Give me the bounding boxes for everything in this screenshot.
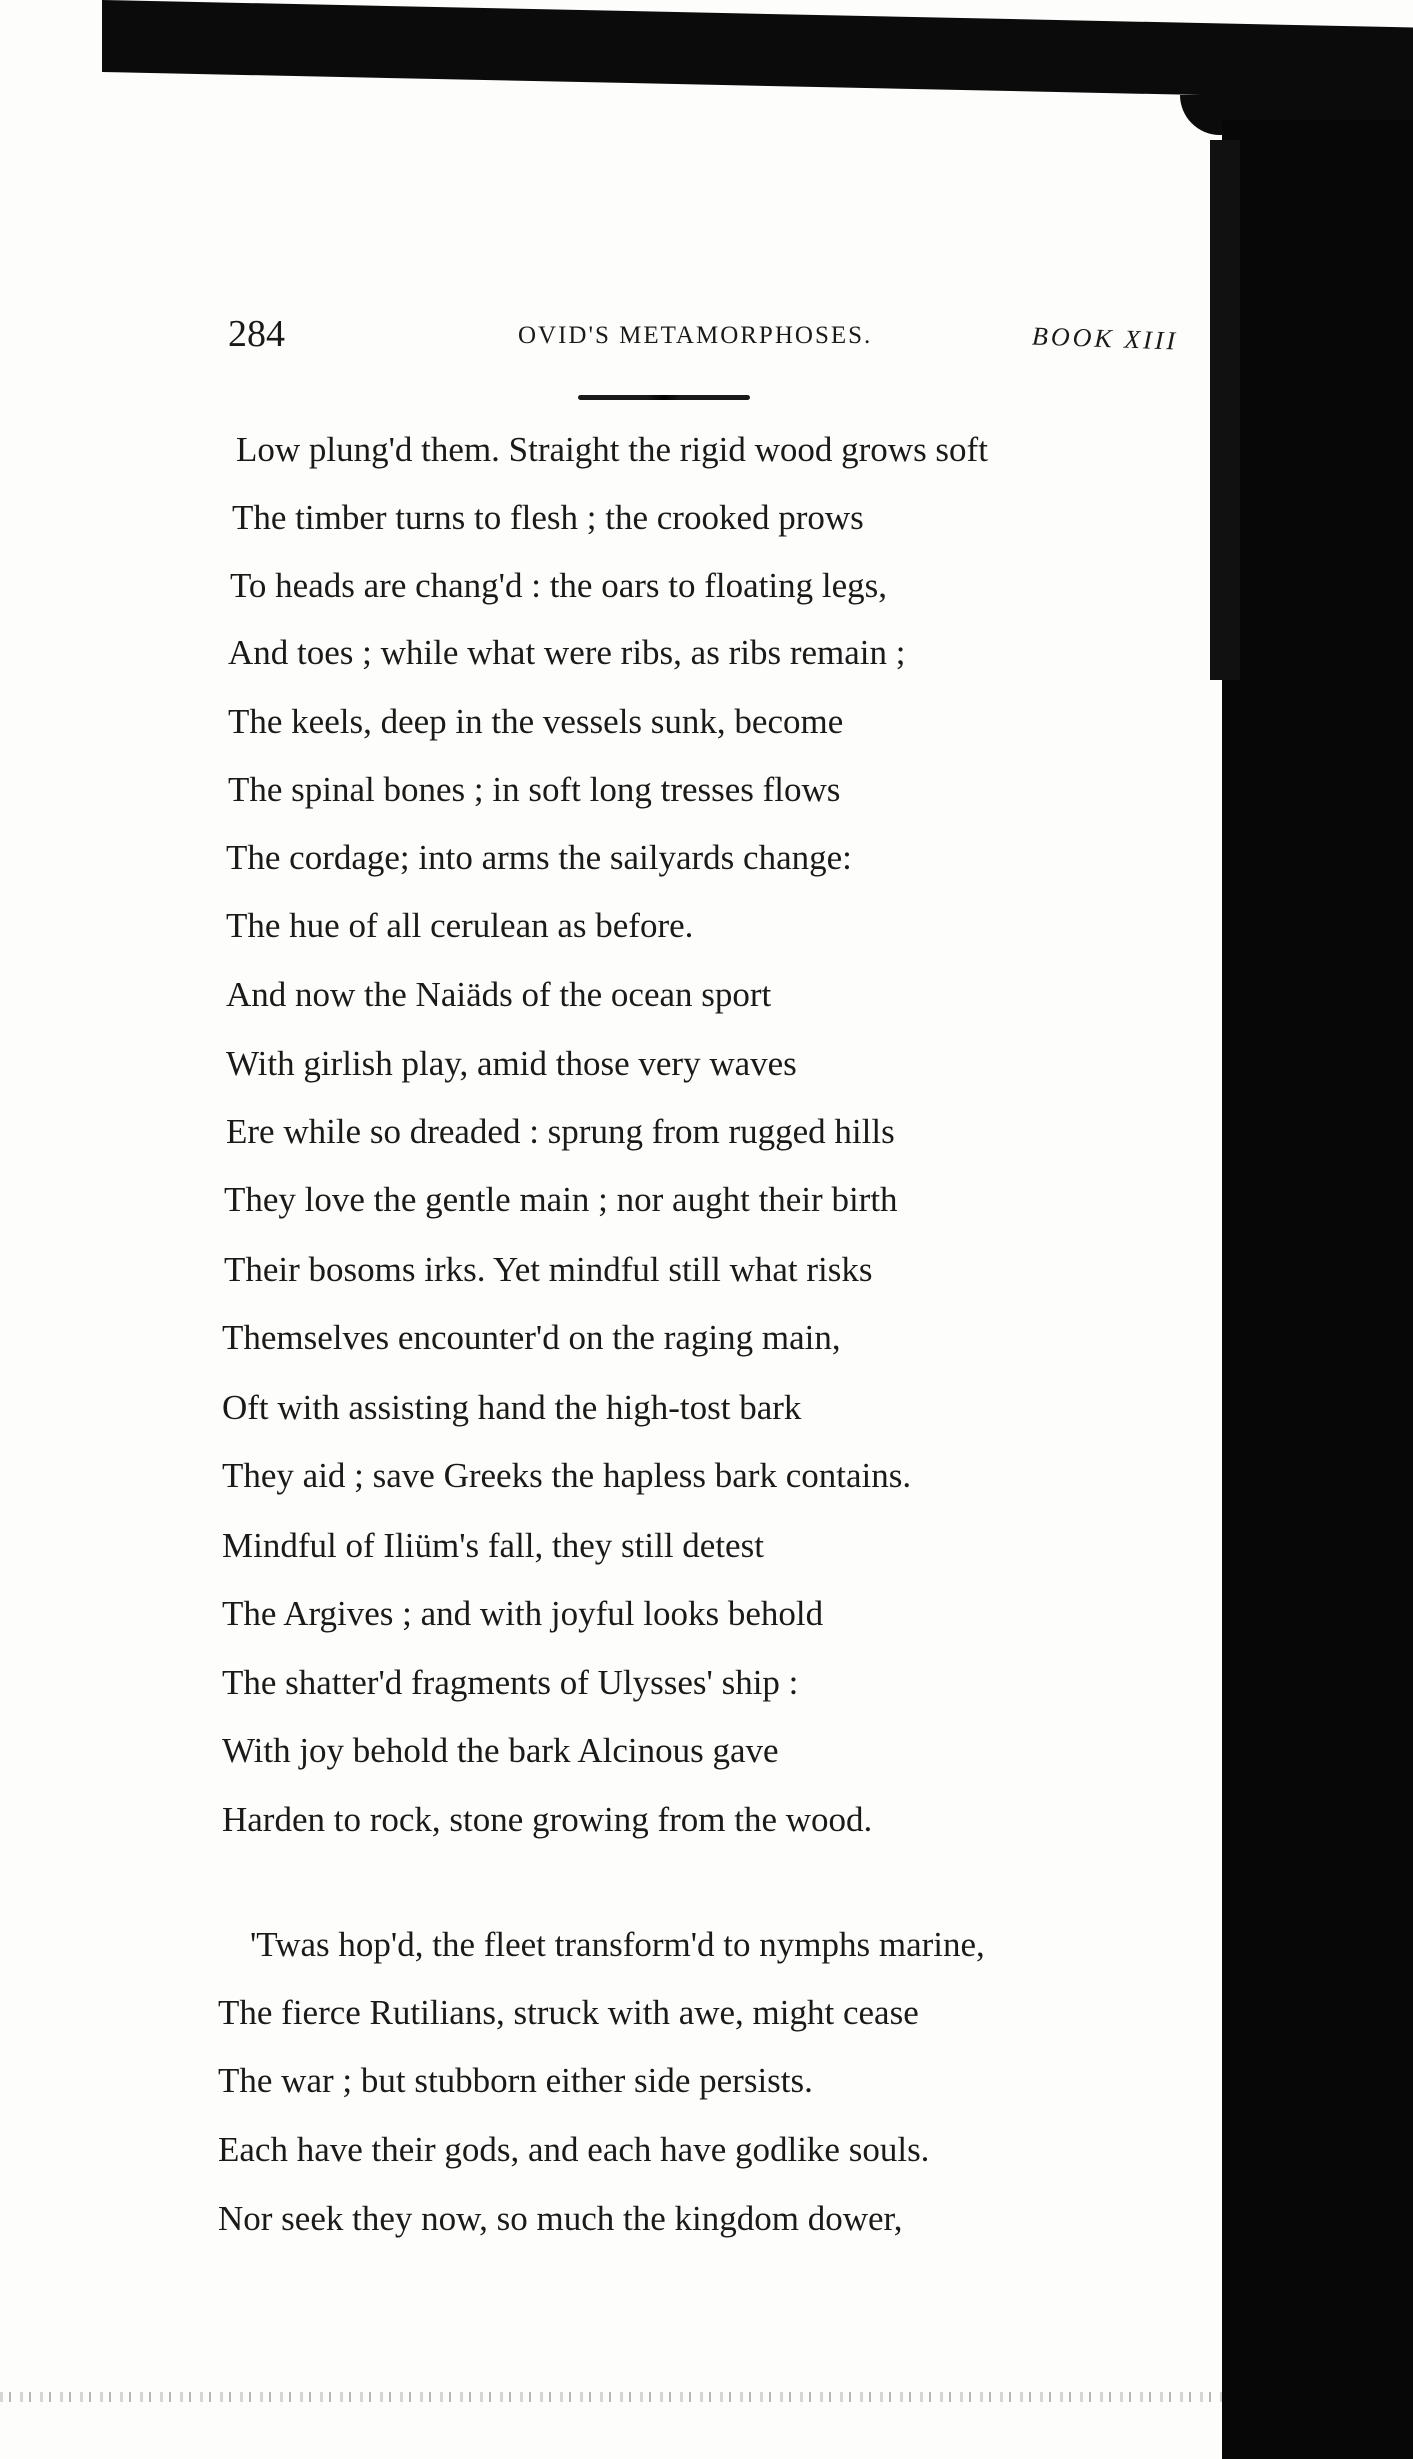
verse-line: They love the gentle main ; nor aught their birth bbox=[224, 1180, 898, 1219]
verse-line: The Argives ; and with joyful looks behold bbox=[222, 1594, 824, 1633]
scan-shadow-edge bbox=[1210, 140, 1240, 680]
verse-line: Low plung'd them. Straight the rigid wood grows soft bbox=[236, 430, 988, 469]
verse-line: With joy behold the bark Alcinous gave bbox=[222, 1731, 779, 1770]
verse-line: Ere while so dreaded : sprung from rugged hills bbox=[226, 1112, 895, 1151]
verse-line: The timber turns to flesh ; the crooked prows bbox=[232, 498, 864, 537]
verse-line: Oft with assisting hand the high-tost bark bbox=[222, 1388, 802, 1427]
book-label: BOOK XIII bbox=[1031, 321, 1179, 356]
verse-line: 'Twas hop'd, the fleet transform'd to nymphs marine, bbox=[250, 1925, 985, 1964]
verse-line: The shatter'd fragments of Ulysses' ship : bbox=[222, 1663, 799, 1702]
verse-line: With girlish play, amid those very waves bbox=[226, 1044, 797, 1083]
verse-line: They aid ; save Greeks the hapless bark contains. bbox=[222, 1456, 912, 1495]
running-head bbox=[220, 312, 1230, 362]
verse-line: Mindful of Iliüm's fall, they still detest bbox=[222, 1526, 764, 1565]
verse-line: The spinal bones ; in soft long tresses flows bbox=[228, 770, 841, 809]
verse-line: And toes ; while what were ribs, as ribs remain ; bbox=[228, 633, 906, 672]
verse-line: The cordage; into arms the sailyards change: bbox=[226, 838, 852, 877]
scan-shadow-right bbox=[1222, 120, 1413, 2459]
verse-line: Themselves encounter'd on the raging main, bbox=[222, 1318, 841, 1357]
scan-noise-bottom bbox=[0, 2392, 1222, 2402]
verse-line: Nor seek they now, so much the kingdom dower, bbox=[218, 2199, 903, 2238]
verse-line: The hue of all cerulean as before. bbox=[226, 906, 694, 945]
verse-line: And now the Naiäds of the ocean sport bbox=[226, 975, 772, 1014]
verse-line: To heads are chang'd : the oars to floating legs, bbox=[230, 566, 887, 605]
page-number: 284 bbox=[228, 313, 285, 355]
header-ornament-rule bbox=[578, 395, 750, 400]
verse-line: Their bosoms irks. Yet mindful still what risks bbox=[224, 1250, 873, 1289]
verse-line: The keels, deep in the vessels sunk, become bbox=[228, 702, 844, 741]
verse-line: The fierce Rutilians, struck with awe, might cease bbox=[218, 1993, 919, 2032]
verse-line: Each have their gods, and each have godlike souls. bbox=[218, 2130, 930, 2169]
verse-line: Harden to rock, stone growing from the wood. bbox=[222, 1800, 873, 1839]
verse-line: The war ; but stubborn either side persists. bbox=[218, 2061, 813, 2100]
running-title: OVID'S METAMORPHOSES. bbox=[518, 322, 873, 349]
